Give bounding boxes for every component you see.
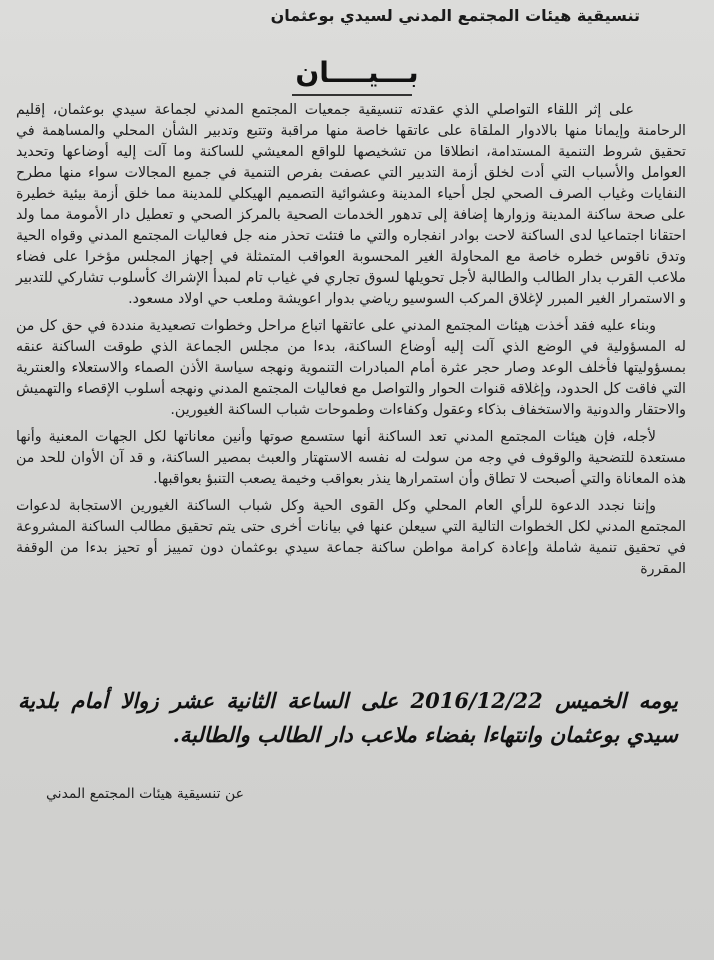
- title-underline: [292, 94, 412, 96]
- paragraph-steps: وبناء عليه فقد أخذت هيئات المجتمع المدني على عاتقها اتباع مراحل وخطوات تصعيدية منددة في حق كل من له المسؤولية في الوضع الذي آلت إليه أوضاع الساكنة، بدءا من مجلس الجماعة الذي طوقت الساكنة عنقه بمسؤوليتها فأخلف الوعد وصار حجر عثرة أمام المبادرات التنموية ونهجه سياسة الأذن الصماء والاستعلاء والعنترية التي فاقت كل الحدود، وإغلاقه قنوات الحوار والتواصل مع فعاليات المجتمع المدني ونهجه أسلوب الإقصاء والتهميش والاحتقار والدونية والاستخفاف بذكاء وعقول وكفاءات وطموحات شباب الساكنة الغيورين.: [16, 318, 686, 418]
- statement-body: [16, 100, 686, 586]
- paragraph-promise: لأجله، فإن هيئات المجتمع المدني تعد الساكنة أنها ستسمع صوتها وأنين معاناتها لكل الجهات المعنية وأنها مستعدة للتضحية والوقوف في وجه من سولت له نفسه الاستهتار والعبث بمصير الساكنة، و قد آن الأوان للحد من هذه المعاناة والتي أصبحت لا تطاق وأن استمرارها ينذر بعواقب وخيمة يصعب التنبؤ بعواقبها.: [16, 429, 686, 487]
- protest-date-location: يومه الخميس 2016/12/22 على الساعة الثانية عشر زوالا أمام بلدية سيدي بوعثمان وانتهاءا بفضاء ملاعب دار الطالب والطالبة.: [18, 688, 678, 747]
- document-title: بـــيــــان: [295, 56, 419, 89]
- signature: عن تنسيقية هيئات المجتمع المدني: [46, 786, 244, 802]
- header-organization: تنسيقية هيئات المجتمع المدني لسيدي بوعثمان: [270, 6, 640, 25]
- paragraph-call: وإننا نجدد الدعوة للرأي العام المحلي وكل القوى الحية وكل شباب الساكنة الغيورين الاستجابة لدعوات المجتمع المدني لكل الخطوات التالية التي سيعلن عنها في بيانات أخرى حتى يتم تحقيق مطالب الساكنة المشروعة في تحقيق تنمية شاملة وإعادة كرامة مواطن ساكنة جماعة سيدي بوعثمان دون تمييز أو تحيز بدءا من الوقفة المقررة: [16, 498, 686, 577]
- paragraph-intro: على إثر اللقاء التواصلي الذي عقدته تنسيقية جمعيات المجتمع المدني لجماعة سيدي بوعثمان، إقليم الرحامنة وإيمانا منها بالادوار الملقاة على عاتقها خاصة منها مراقبة وتتبع وتدبير الشأن المحلي والمساهمة في تحقيق شروط التنمية المستدامة، انطلاقا من تشخيصها للواقع المعيشي للساكنة وما آلت إليه أوضاعها وتحديد العوامل والأسباب التي أدت لخلق أزمة التدبير التي عصفت بفرص التنمية في جميع المجالات سواء منها مطرح النفايات وغياب الصرف الصحي لجل أحياء المدينة وعشوائية التصميم الهيكلي للمدينة مما خلق أزمة بيئية خطيرة على صحة ساكنة المدينة وزوارها إضافة إلى تدهور الخدمات الصحية بالمركز الصحي و تعطيل دار الأمومة مما ولد احتقانا اجتماعيا لدى الساكنة لاحت بوادر انفجاره والتي ما فتئت تحذر منه جل فعاليات المجتمع المدني وقواه الحية وتدق ناقوس خطره خاصة مع المحاولة الغير المحسوبة العواقب المتمثلة في إجهاز المجلس مؤخرا على فضاء ملاعب القرب بدار الطالب والطالبة لأجل تحويلها لسوق تجاري في غياب تام لمبدأ الإشراك كأسلوب تشاركي للتدبير و الاستمرار الغير المبرر لإغلاق المركب السوسيو رياضي بدوار اعويشة وملعب حي اولاد مسعود.: [16, 102, 686, 307]
